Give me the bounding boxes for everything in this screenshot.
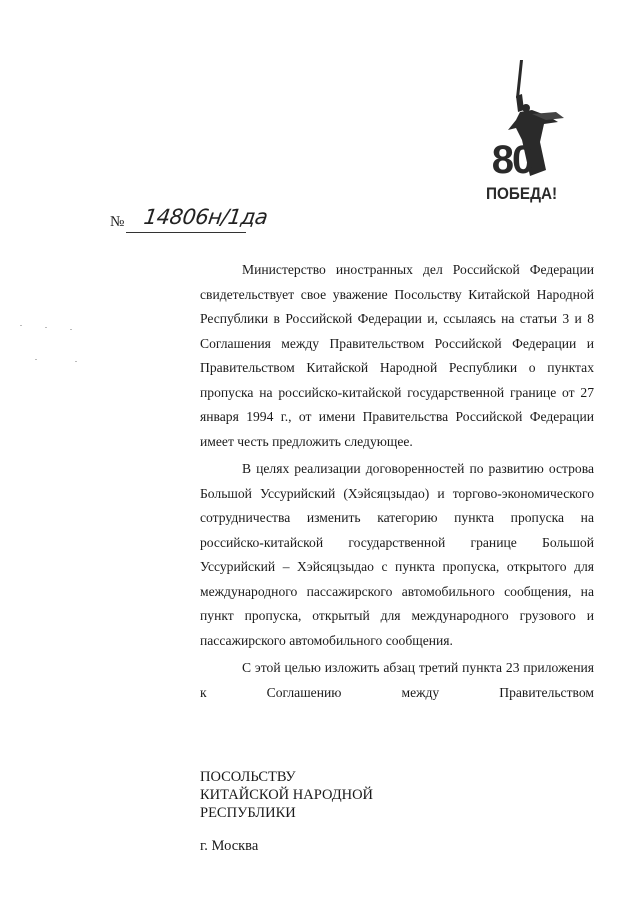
addressee-line: ПОСОЛЬСТВУ (200, 769, 296, 785)
handwritten-number: 14806н/1да (142, 205, 270, 229)
city: г. Москва (200, 838, 259, 854)
addressee-block (200, 768, 373, 822)
note-body (200, 258, 594, 705)
paragraph: В целях реализации договоренностей по развитию острова Большой Уссурийский (Хэйсяцзыдао) и торгово-экономического сотрудничества изменить категорию пункта пропуска на российско-китайской государственной границе Большой Уссурийский – Хэйсяцзыдао с пункта пропуска, открытого для международного пассажирского автомобильного сообщения, на пункт пропуска, открытый для международного грузового и пассажирского автомобильного сообщения. (200, 461, 594, 648)
anniversary-number: 80 (491, 138, 533, 182)
victory-word: ПОБЕДА! (486, 184, 558, 203)
number-sign: № (110, 214, 125, 230)
addressee-line: КИТАЙСКОЙ НАРОДНОЙ (200, 787, 374, 803)
paragraph: С этой целью изложить абзац третий пункта 23 приложения к Соглашению между Правительством (200, 660, 594, 700)
scan-artifacts (15, 315, 95, 375)
addressee-line: РЕСПУБЛИКИ (200, 805, 296, 821)
number-underline (126, 232, 246, 233)
outgoing-number (110, 205, 350, 239)
paragraph: Министерство иностранных дел Российской Федерации свидетельствует свое уважение Посольству Китайской Народной Республики в Российской Федерации и, ссылаясь на статьи 3 и 8 Соглашения между Правительством Российской Федерации и Правительством Китайской Народной Республики о пунктах пропуска на российско-китайской государственной границе от 27 января 1994 г., от имени Правительства Российской Федерации имеет честь предложить следующее. (200, 262, 594, 449)
victory-80-logo (486, 58, 566, 208)
